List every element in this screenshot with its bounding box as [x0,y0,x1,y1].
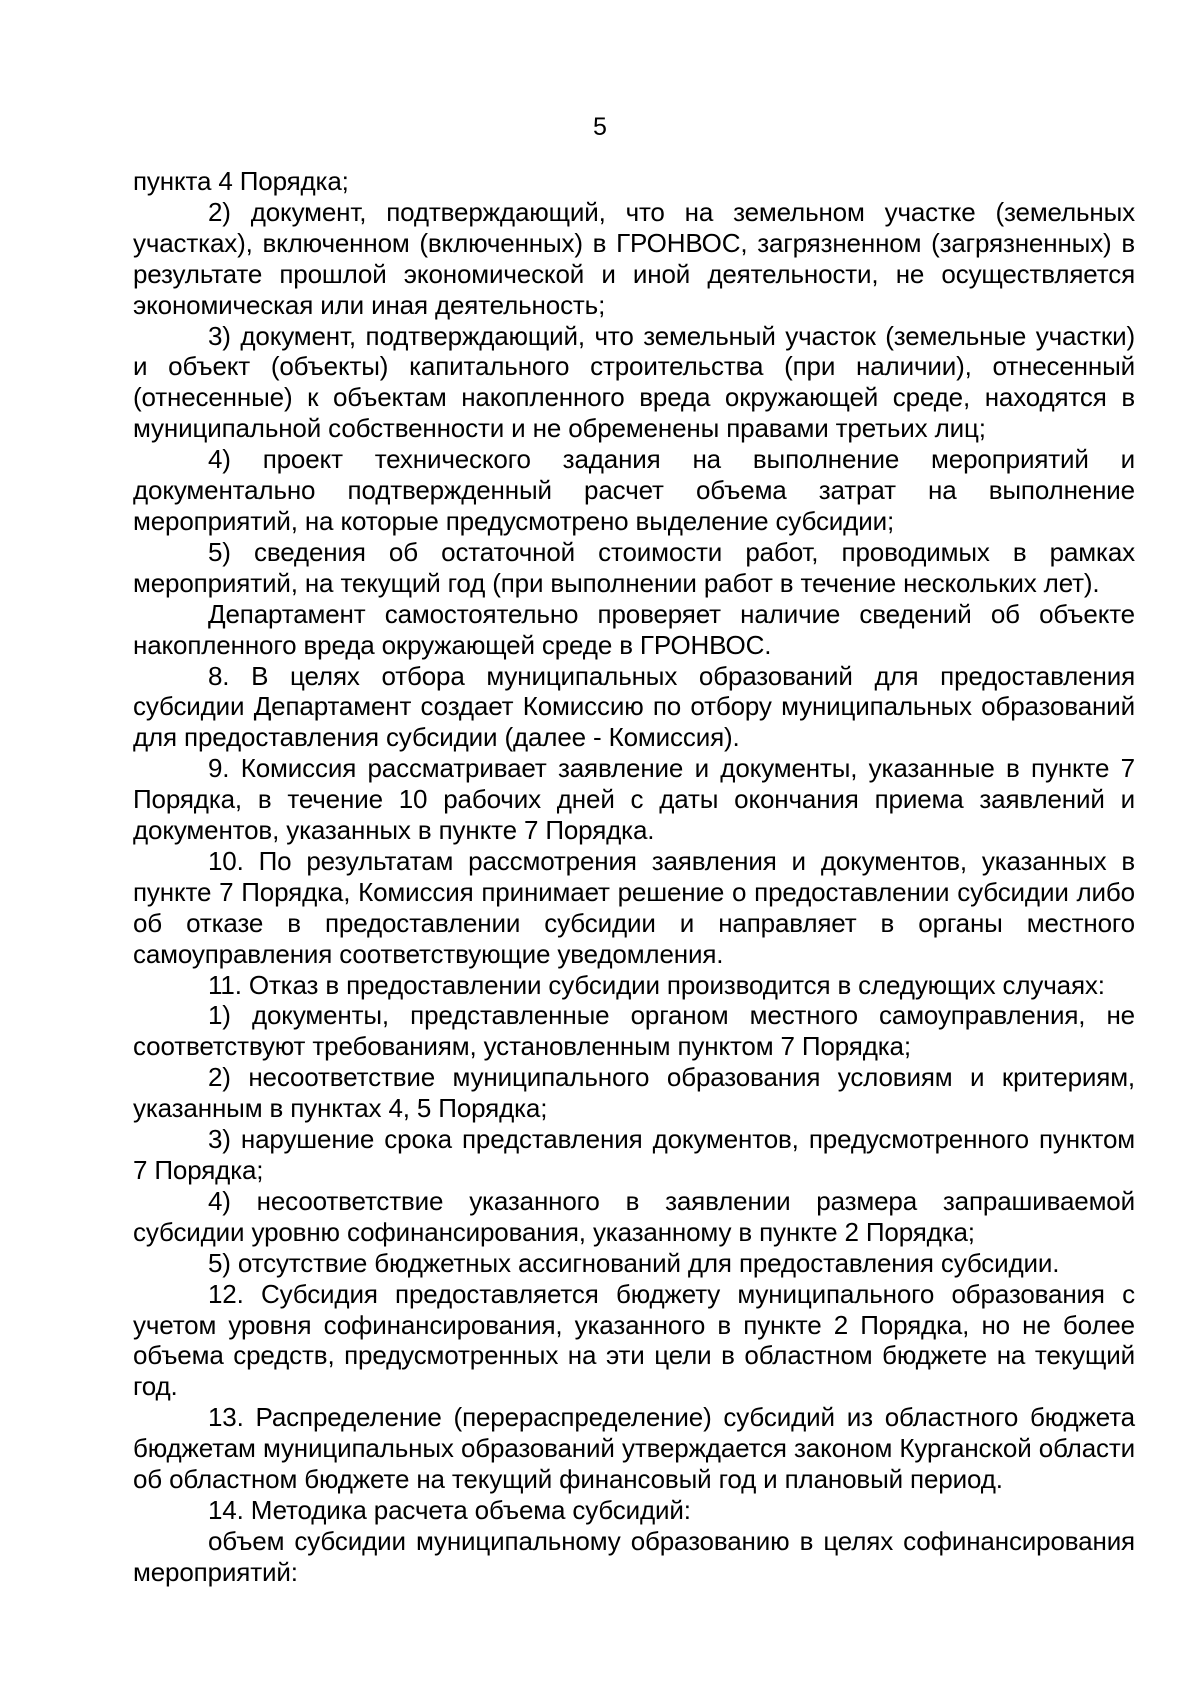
paragraph-item-3-ownership-document: 3) документ, подтверждающий, что земельный участок (земельные участки) и объект (объекты) капитального строительства (при наличии), отнесенный (отнесенные) к объектам накопленного вреда окружающей среде, находятся в муниципальной собственности и не обременены правами третьих лиц; [133,320,1135,444]
paragraph-clause-11: 11. Отказ в предоставлении субсидии производится в следующих случаях: [208,969,1105,1000]
paragraph-refusal-2: 2) несоответствие муниципального образования условиям и критериям, указанным в пунктах 4, 5 Порядка; [133,1062,1135,1124]
paragraph-clause-13: 13. Распределение (перераспределение) субсидий из областного бюджета бюджетам муниципальных образований утверждается законом Курганской области об областном бюджете на текущий финансовый год и плановый период. [133,1402,1135,1495]
paragraph-refusal-4: 4) несоответствие указанного в заявлении размера запрашиваемой субсидии уровню софинансирования, указанному в пункте 2 Порядка; [133,1185,1135,1247]
paragraph-department-check: Департамент самостоятельно проверяет наличие сведений об объекте накопленного вреда окружающей среде в ГРОНВОС. [133,598,1135,660]
paragraph-item-5-residual-cost: 5) сведения об остаточной стоимости работ, проводимых в рамках мероприятий, на текущий год (при выполнении работ в течение нескольких лет). [133,536,1135,598]
paragraph-subsidy-volume: объем субсидии муниципальному образованию в целях софинансирования мероприятий: [133,1525,1135,1587]
paragraph-clause-8: 8. В целях отбора муниципальных образований для предоставления субсидии Департамент создает Комиссию по отбору муниципальных образований для предоставления субсидии (далее - Комиссия). [133,660,1135,753]
paragraph-clause-14: 14. Методика расчета объема субсидий: [208,1494,691,1525]
paragraph-clause-10: 10. По результатам рассмотрения заявления и документов, указанных в пункте 7 Порядка, Комиссия принимает решение о предоставлении субсидии либо об отказе в предоставлении субсидии и направляет в органы местного самоуправления соответствующие уведомления. [133,845,1135,969]
document-body [133,166,1135,1588]
paragraph-clause-12: 12. Субсидия предоставляется бюджету муниципального образования с учетом уровня софинансирования, указанного в пункте 2 Порядка, но не более объема средств, предусмотренных на эти цели в областном бюджете на текущий год. [133,1278,1135,1402]
page-number: 5 [593,113,607,141]
paragraph-refusal-1: 1) документы, представленные органом местного самоуправления, не соответствуют требованиям, установленным пунктом 7 Порядка; [133,1000,1135,1062]
paragraph-refusal-3: 3) нарушение срока представления документов, предусмотренного пунктом 7 Порядка; [133,1124,1135,1185]
paragraph-item-2-land-document: 2) документ, подтверждающий, что на земельном участке (земельных участках), включенном (включенных) в ГРОНВОС, загрязненном (загрязненных) в результате прошлой экономической и иной деятельности, не осуществляется экономическая или иная деятельность; [133,196,1135,320]
paragraph-refusal-5: 5) отсутствие бюджетных ассигнований для предоставления субсидии. [208,1247,1060,1278]
paragraph-clause-9: 9. Комиссия рассматривает заявление и документы, указанные в пункте 7 Порядка, в течение 10 рабочих дней с даты окончания приема заявлений и документов, указанных в пункте 7 Порядка. [133,753,1135,846]
paragraph-continuation: пункта 4 Порядка; [133,166,349,196]
paragraph-item-4-technical-task: 4) проект технического задания на выполнение мероприятий и документально подтвержденный расчет объема затрат на выполнение мероприятий, на которые предусмотрено выделение субсидии; [133,444,1135,536]
